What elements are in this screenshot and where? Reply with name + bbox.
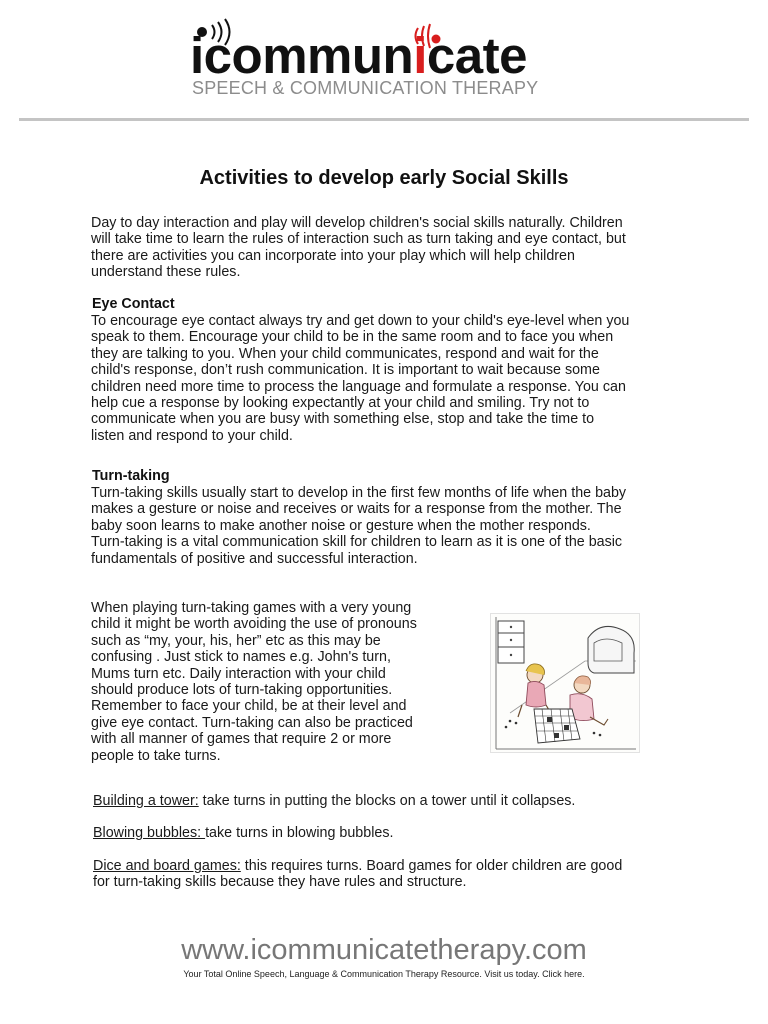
- activity-label: Blowing bubbles:: [93, 825, 206, 841]
- header-divider: [19, 118, 749, 121]
- logo-tagline: SPEECH & COMMUNICATION THERAPY: [192, 78, 539, 98]
- activity-label: Dice and board games:: [93, 858, 241, 874]
- logo-prefix: i: [190, 27, 204, 84]
- logo-red-i: i: [413, 27, 427, 84]
- logo-mid: commun: [203, 27, 414, 84]
- activity-building-tower: [93, 793, 693, 809]
- turn-taking-paragraph: Turn-taking skills usually start to develop in the first few months of life when the baby makes a gesture or noise and receives or waits for a response from the mother. The baby soon learns to make another noise or gesture when the mother responds. Turn-taking is a vital communication skill for children to learn as it is one of the basic fundamentals of positive and successful interaction.: [91, 485, 627, 567]
- page-title: Activities to develop early Social Skills: [199, 167, 569, 189]
- logo-wordmark: [190, 26, 527, 86]
- intro-paragraph: Day to day interaction and play will develop children's social skills naturally. Children will take time to learn the rules of interaction such as turn taking and eye contact, but there are activities you can incorporate into your play which will help children understand these rules.: [91, 215, 626, 281]
- logo-suffix: cate: [426, 27, 527, 84]
- header: [0, 0, 768, 120]
- turn-taking-heading: Turn-taking: [92, 468, 170, 484]
- activity-text: take turns in blowing bubbles.: [205, 825, 394, 841]
- eye-contact-paragraph: To encourage eye contact always try and get down to your child's eye-level when you speak to them. Encourage your child to be in the same room and to face you when they are talking to you. When your child communicates, respond and wait for the child's response, don’t rush communication. It is important to wait because some children need more time to process the language and formulate a response. You can help cue a response by looking expectantly at your child and smiling. Try not to communicate when you are busy with something else, stop and take the time to listen and respond to your child.: [91, 313, 630, 444]
- activity-label: Building a tower:: [93, 793, 199, 809]
- young-child-paragraph: When playing turn-taking games with a very young child it might be worth avoiding the use of pronouns such as “my, your, his, her” etc as this may be confusing . Just stick to names e.g. John's turn, Mums turn etc. Daily interaction with your child should produce lots of turn-taking opportunities. Remember to face your child, be at their level and give eye contact. Turn-taking can also be practiced with all manner of games that require 2 or more people to take turns.: [91, 600, 417, 764]
- children-playing-illustration: [490, 613, 640, 753]
- activity-blowing-bubbles: [93, 825, 693, 841]
- activity-text: this requires turns. Board games for older children are good for turn-taking skills because they have rules and structure.: [93, 858, 623, 891]
- logo[interactable]: [190, 18, 590, 100]
- footer-website-link[interactable]: www.icommunicatetherapy.com: [181, 934, 587, 966]
- eye-contact-heading: Eye Contact: [92, 296, 175, 312]
- activity-dice-board-games: [93, 858, 693, 891]
- footer-tagline-link[interactable]: Your Total Online Speech, Language & Communication Therapy Resource. Visit us today. Click here.: [183, 969, 585, 979]
- activity-text: take turns in putting the blocks on a tower until it collapses.: [198, 793, 576, 809]
